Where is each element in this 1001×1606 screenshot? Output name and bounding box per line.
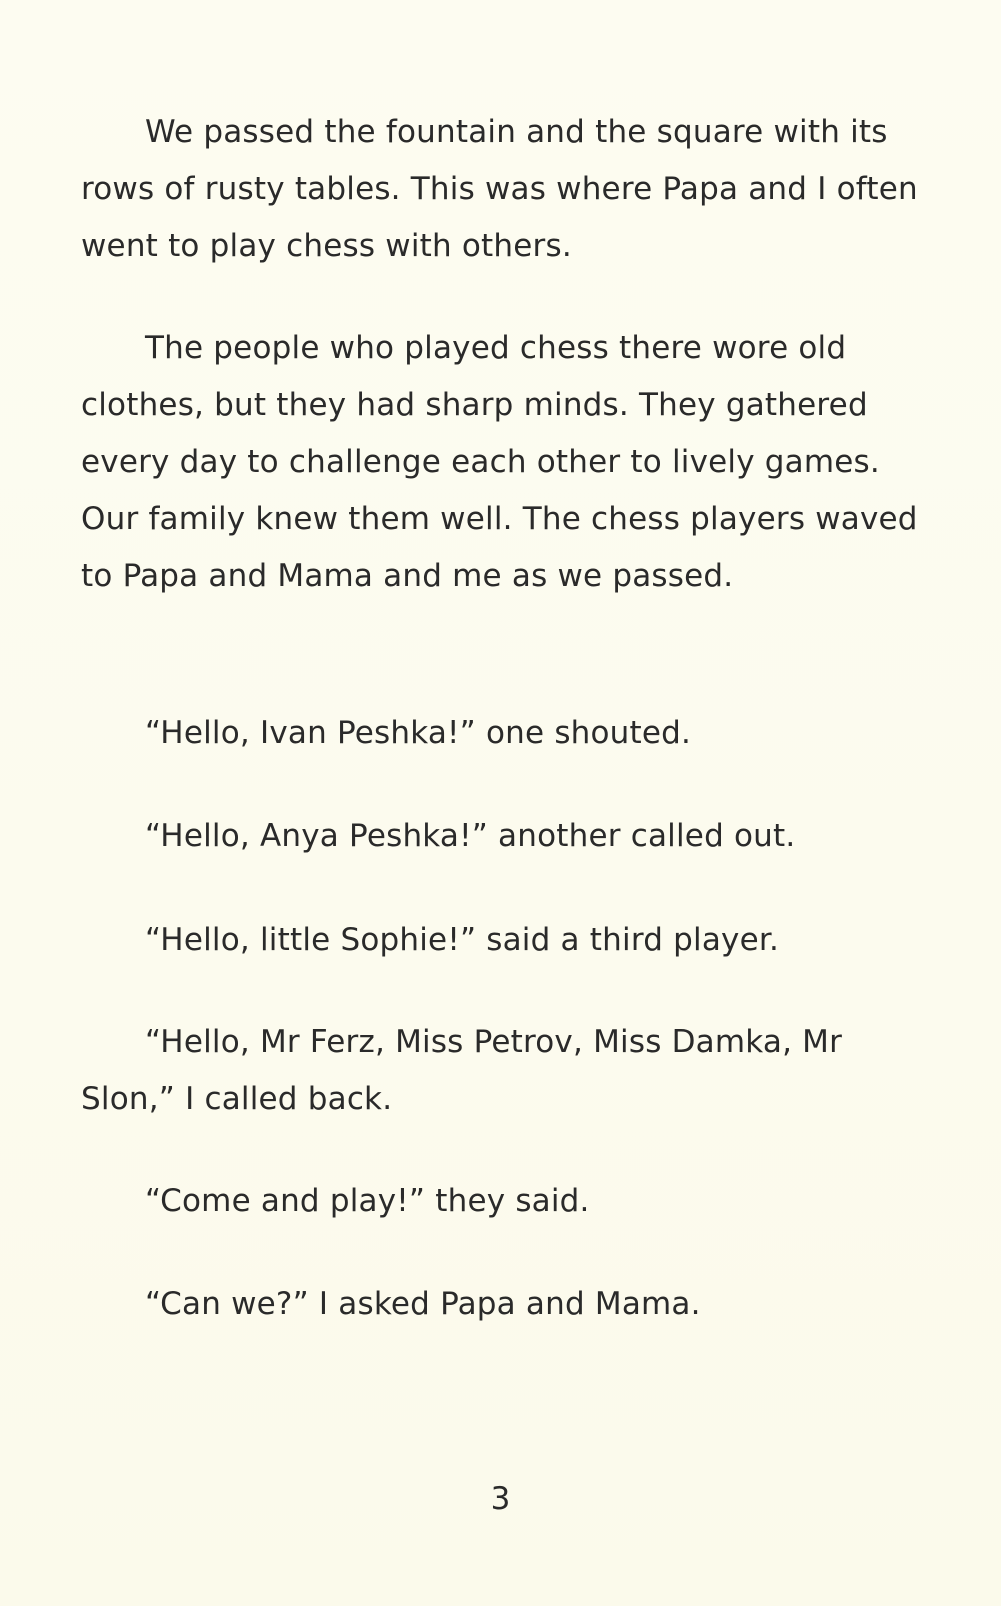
dialogue-hello-sophie: “Hello, little Sophie!” said a third player. [145,922,780,958]
paragraph-fountain-square: We passed the fountain and the square with its rows of rusty tables. This was where Papa and I often went to play chess with others. [81,114,918,264]
dialogue-can-we: “Can we?” I asked Papa and Mama. [145,1286,701,1322]
dialogue-called-back: “Hello, Mr Ferz, Miss Petrov, Miss Damka, Mr Slon,” I called back. [81,1024,843,1117]
dialogue-come-and-play: “Come and play!” they said. [145,1183,590,1219]
paragraph-chess-players: The people who played chess there wore old clothes, but they had sharp minds. They gathered every day to challenge each other to lively games. Our family knew them well. The chess players waved to Papa and Mama and me as we passed. [81,330,918,594]
dialogue-hello-anya: “Hello, Anya Peshka!” another called out. [145,818,796,854]
page-number: 3 [490,1481,511,1517]
dialogue-hello-ivan: “Hello, Ivan Peshka!” one shouted. [145,715,692,751]
